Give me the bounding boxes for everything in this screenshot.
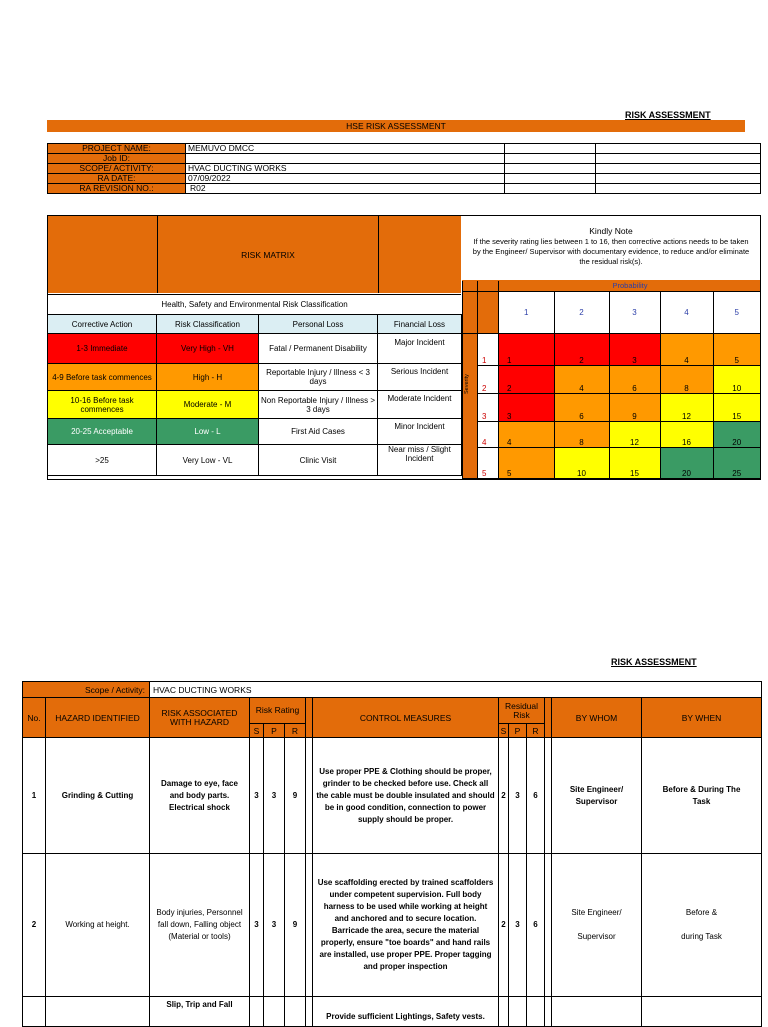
classification-header-row <box>48 315 462 334</box>
page-title-top: RISK ASSESSMENT <box>625 110 711 120</box>
col-risk: RISK ASSOCIATED WITH HAZARD <box>150 698 250 738</box>
grid-cell: 4 <box>554 365 609 393</box>
financial-loss-cell: Serious Incident <box>378 364 462 391</box>
col-rr: R <box>527 724 545 738</box>
grid-cell: 2 <box>499 365 555 393</box>
corrective-action-cell: >25 <box>48 445 157 476</box>
table-row <box>23 854 762 997</box>
project-info-table <box>47 143 761 194</box>
grid-cell: 9 <box>609 393 660 421</box>
severity-label: Severity <box>464 373 470 394</box>
info-row <box>48 184 761 194</box>
risk-cell: Body injuries, Personnel fall down, Falling object (Material or tools) <box>150 854 250 997</box>
severity-2: 2 <box>478 365 499 393</box>
rr-cell: 6 <box>527 738 545 854</box>
hazard-cell: Grinding & Cutting <box>46 738 150 854</box>
info-row <box>48 174 761 184</box>
col-by-when: BY WHEN <box>642 698 762 738</box>
rs-cell: 2 <box>499 854 509 997</box>
s-cell: 3 <box>250 738 264 854</box>
banner-hse: HSE RISK ASSESSMENT <box>47 120 745 132</box>
classification-table <box>47 314 462 476</box>
scope-label: Scope / Activity: <box>23 682 150 698</box>
table-row <box>23 738 762 854</box>
grid-cell: 6 <box>554 393 609 421</box>
col-control: CONTROL MEASURES <box>313 698 499 738</box>
grid-cell: 8 <box>554 421 609 447</box>
grid-cell: 1 <box>499 333 555 365</box>
whom-cell: Site Engineer/ Supervisor <box>552 854 642 997</box>
whom-cell: Site Engineer/ Supervisor <box>552 738 642 854</box>
info-row <box>48 164 761 174</box>
grid-cell: 15 <box>609 447 660 478</box>
grid-cell: 5 <box>713 333 761 365</box>
grid-row <box>463 393 761 421</box>
scope-value: HVAC DUCTING WORKS <box>150 682 762 698</box>
classification-row <box>48 445 462 476</box>
classification-row <box>48 419 462 445</box>
personal-loss-cell: Reportable Injury / Illness < 3 days <box>259 364 378 391</box>
r-cell: 9 <box>285 738 306 854</box>
scope-row <box>23 682 762 698</box>
grid-cell: 25 <box>713 447 761 478</box>
grid-row <box>463 365 761 393</box>
corrective-action-cell: 4-9 Before task commences <box>48 364 157 391</box>
risk-cell: Slip, Trip and Fall <box>150 997 250 1027</box>
grid-cell: 20 <box>660 447 713 478</box>
info-value <box>186 154 505 164</box>
grid-cell: 4 <box>499 421 555 447</box>
header-row <box>23 698 762 724</box>
probability-3: 3 <box>609 291 660 333</box>
info-value: R02 <box>186 184 505 194</box>
financial-loss-cell: Moderate Incident <box>378 391 462 419</box>
severity-5: 5 <box>478 447 499 478</box>
risk-assessment-table <box>22 681 762 1027</box>
matrix-title: RISK MATRIX <box>241 250 295 260</box>
row-no <box>23 997 46 1027</box>
rp-cell: 3 <box>509 854 527 997</box>
probability-header-row <box>463 291 761 333</box>
col-risk-classification: Risk Classification <box>157 315 259 334</box>
risk-cell: Damage to eye, face and body parts. Electrical shock <box>150 738 250 854</box>
grid-cell: 2 <box>554 333 609 365</box>
row-no: 1 <box>23 738 46 854</box>
classification-row <box>48 334 462 364</box>
info-label: RA REVISION NO.: <box>48 184 186 194</box>
grid-row <box>463 447 761 478</box>
grid-cell: 6 <box>609 365 660 393</box>
severity-4: 4 <box>478 421 499 447</box>
corrective-action-cell: 10-16 Before task commences <box>48 391 157 419</box>
col-s: S <box>250 724 264 738</box>
col-corrective-action: Corrective Action <box>48 315 157 334</box>
probability-severity-grid <box>462 281 761 479</box>
personal-loss-cell: Fatal / Permanent Disability <box>259 334 378 364</box>
control-cell: Use proper PPE & Clothing should be proper, grinder to be checked before use. Check all the cable must be double insulated and should be in good condition, connection to power supply should be proper. <box>313 738 499 854</box>
grid-cell: 12 <box>609 421 660 447</box>
classification-row <box>48 391 462 419</box>
grid-cell: 10 <box>554 447 609 478</box>
grid-row <box>463 421 761 447</box>
grid-cell: 12 <box>660 393 713 421</box>
rr-cell: 6 <box>527 854 545 997</box>
col-p: P <box>264 724 285 738</box>
r-cell: 9 <box>285 854 306 997</box>
s-cell: 3 <box>250 854 264 997</box>
col-by-whom: BY WHOM <box>552 698 642 738</box>
severity-1: 1 <box>478 333 499 365</box>
info-value: MEMUVO DMCC <box>186 144 505 154</box>
risk-class-cell: High - H <box>157 364 259 391</box>
risk-class-cell: Very Low - VL <box>157 445 259 476</box>
risk-class-cell: Low - L <box>157 419 259 445</box>
grid-cell: 8 <box>660 365 713 393</box>
info-row <box>48 144 761 154</box>
p-cell: 3 <box>264 738 285 854</box>
when-cell: Before & During The Task <box>642 738 762 854</box>
severity-3: 3 <box>478 393 499 421</box>
classification-row <box>48 364 462 391</box>
severity-axis <box>463 333 478 478</box>
col-r: R <box>285 724 306 738</box>
info-label: Job ID: <box>48 154 186 164</box>
personal-loss-cell: Clinic Visit <box>259 445 378 476</box>
p-cell: 3 <box>264 854 285 997</box>
col-no: No. <box>23 698 46 738</box>
hazard-cell: Working at height. <box>46 854 150 997</box>
probability-5: 5 <box>713 291 761 333</box>
classification-title: Health, Safety and Environmental Risk Classification <box>48 294 461 314</box>
info-row <box>48 154 761 164</box>
col-financial-loss: Financial Loss <box>378 315 462 334</box>
col-personal-loss: Personal Loss <box>259 315 378 334</box>
probability-1: 1 <box>499 291 555 333</box>
when-cell: Before & during Task <box>642 854 762 997</box>
table-row <box>23 997 762 1027</box>
grid-cell: 3 <box>609 333 660 365</box>
probability-4: 4 <box>660 291 713 333</box>
corrective-action-cell: 1-3 Immediate <box>48 334 157 364</box>
personal-loss-cell: Non Reportable Injury / Illness > 3 days <box>259 391 378 419</box>
col-risk-rating: Risk Rating <box>250 698 306 724</box>
risk-class-cell: Very High - VH <box>157 334 259 364</box>
info-label: PROJECT NAME: <box>48 144 186 154</box>
page-title-bottom: RISK ASSESSMENT <box>611 657 697 667</box>
col-rp: P <box>509 724 527 738</box>
grid-cell: 4 <box>660 333 713 365</box>
row-no: 2 <box>23 854 46 997</box>
note-text: If the severity rating lies between 1 to 16, then corrective actions needs to be taken by the Engineer/ Supervisor with documentary evidence, to reduce and/or eliminate the residual risk(s). <box>472 237 750 266</box>
personal-loss-cell: First Aid Cases <box>259 419 378 445</box>
financial-loss-cell: Major Incident <box>378 334 462 364</box>
grid-cell: 5 <box>499 447 555 478</box>
grid-cell: 10 <box>713 365 761 393</box>
probability-2: 2 <box>554 291 609 333</box>
grid-cell: 20 <box>713 421 761 447</box>
grid-cell: 16 <box>660 421 713 447</box>
info-value: HVAC DUCTING WORKS <box>186 164 505 174</box>
control-cell: Provide sufficient Lightings, Safety vests. <box>313 997 499 1027</box>
corrective-action-cell: 20-25 Acceptable <box>48 419 157 445</box>
control-cell: Use scaffolding erected by trained scaffolders under competent supervision. Full body harness to be used while working at height and anchored and to secure location. Barricade the area, secure the material properly, ensure "toe boards" and hand rails are installed, use proper PPE. Proper tagging and proper inspection <box>313 854 499 997</box>
note-heading: Kindly Note <box>589 226 633 236</box>
risk-class-cell: Moderate - M <box>157 391 259 419</box>
col-rs: S <box>499 724 509 738</box>
grid-cell: 15 <box>713 393 761 421</box>
hazard-cell <box>46 997 150 1027</box>
info-label: SCOPE/ ACTIVITY: <box>48 164 186 174</box>
financial-loss-cell: Minor Incident <box>378 419 462 445</box>
probability-label: Probability <box>612 281 648 290</box>
grid-cell: 3 <box>499 393 555 421</box>
info-value: 07/09/2022 <box>186 174 505 184</box>
rs-cell: 2 <box>499 738 509 854</box>
rp-cell: 3 <box>509 738 527 854</box>
col-residual-risk: Residual Risk <box>499 698 545 724</box>
col-hazard: HAZARD IDENTIFIED <box>46 698 150 738</box>
financial-loss-cell: Near miss / Slight Incident <box>378 445 462 476</box>
grid-row <box>463 333 761 365</box>
info-label: RA DATE: <box>48 174 186 184</box>
